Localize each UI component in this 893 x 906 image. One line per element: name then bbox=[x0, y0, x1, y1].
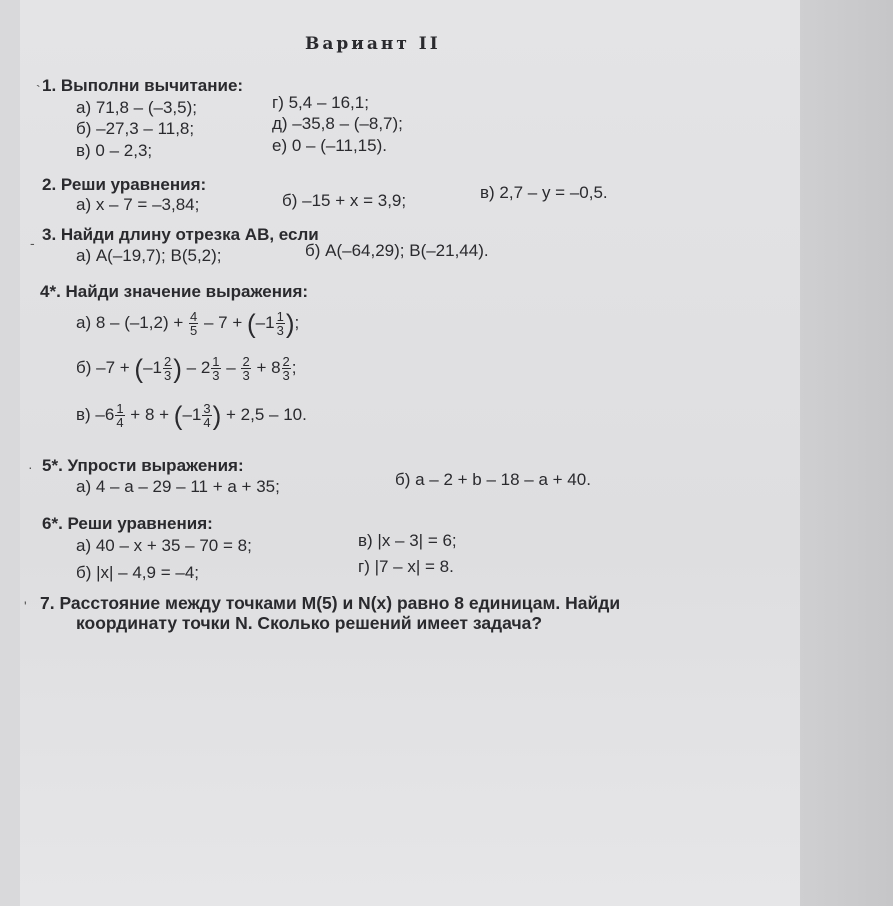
margin-mark: ` bbox=[36, 82, 41, 98]
q2-header: 2. Реши уравнения: bbox=[42, 175, 207, 194]
q6-item-g: г) |7 – х| = 8. bbox=[358, 557, 454, 576]
numerator: 4 bbox=[190, 309, 198, 324]
whole-part: –1 bbox=[182, 404, 202, 424]
numerator: 1 bbox=[276, 309, 284, 324]
whole-part: –1 bbox=[255, 312, 275, 332]
q7-line2: координату точки N. Сколько решений имеет задача? bbox=[76, 613, 543, 633]
q3-item-a: а) А(–19,7); В(5,2); bbox=[76, 246, 222, 265]
numerator: 1 bbox=[116, 401, 124, 416]
fraction bbox=[163, 355, 172, 382]
expr-part: + 8 + bbox=[130, 404, 170, 424]
background-right bbox=[800, 0, 893, 906]
q5-header: 5*. Упрости выражения: bbox=[42, 456, 244, 475]
variant-title: Вариант II bbox=[305, 34, 441, 54]
expr-part: а) 8 – (–1,2) + bbox=[76, 312, 184, 332]
q1-header: 1. Выполни вычитание: bbox=[42, 76, 244, 95]
fraction bbox=[211, 355, 220, 382]
expr-part: ; bbox=[291, 357, 297, 377]
q6-item-v: в) |х – 3| = 6; bbox=[358, 531, 457, 550]
denominator: 4 bbox=[116, 415, 124, 430]
q4-item-a: а) 8 – (–1,2) + $\frac{4}{5}$ – 7 + (–1 $\frac{1}{3}$ ); bbox=[76, 308, 300, 339]
q1-item-g: г) 5,4 – 16,1; bbox=[272, 93, 369, 112]
q7-line1: 7. Расстояние между точками М(5) и N(х) равно 8 единицам. Найди bbox=[40, 593, 621, 613]
q3-item-b: б) А(–64,29); В(–21,44). bbox=[305, 241, 489, 260]
expr-part: + 2,5 – 10. bbox=[226, 404, 307, 424]
numerator: 3 bbox=[203, 401, 211, 416]
q1-item-v: в) 0 – 2,3; bbox=[76, 141, 153, 160]
fraction bbox=[241, 355, 250, 382]
expr-part: – 7 + bbox=[203, 312, 243, 332]
q5-item-b: б) а – 2 + b – 18 – а + 40. bbox=[395, 470, 591, 489]
expr-part: + 8 bbox=[256, 357, 281, 377]
numerator: 1 bbox=[212, 354, 220, 369]
numerator: 2 bbox=[164, 354, 172, 369]
fraction bbox=[115, 402, 124, 429]
q6-item-a: а) 40 – х + 35 – 70 = 8; bbox=[76, 536, 252, 555]
numerator: 2 bbox=[282, 354, 290, 369]
expr-part: б) –7 + bbox=[76, 357, 130, 377]
expr-part: ; bbox=[294, 312, 300, 332]
fraction bbox=[276, 310, 285, 337]
q1-item-e: е) 0 – (–11,15). bbox=[272, 136, 387, 155]
q4-header: 4*. Найди значение выражения: bbox=[40, 282, 309, 301]
margin-mark: - bbox=[30, 235, 35, 251]
q1-item-a: а) 71,8 – (–3,5); bbox=[76, 98, 197, 117]
numerator: 2 bbox=[242, 354, 250, 369]
expr-part: – bbox=[226, 357, 236, 377]
denominator: 3 bbox=[164, 368, 172, 383]
fraction bbox=[282, 355, 291, 382]
fraction bbox=[189, 310, 198, 337]
expr-part: – 2 bbox=[186, 357, 211, 377]
q5-item-a: а) 4 – а – 29 – 11 + а + 35; bbox=[76, 477, 280, 496]
denominator: 3 bbox=[276, 323, 284, 338]
denominator: 5 bbox=[190, 323, 198, 338]
q2-item-b: б) –15 + х = 3,9; bbox=[282, 191, 407, 210]
q4-item-b: б) –7 + (–1 $\frac{2}{3}$ ) – 2 $\frac{1}{3}$ – $\frac{2}{3}$ + 8 $\frac{2}{3}$ ; bbox=[76, 353, 297, 384]
q1-item-d: д) –35,8 – (–8,7); bbox=[272, 114, 403, 133]
q3-header: 3. Найди длину отрезка АВ, если bbox=[42, 225, 319, 244]
denominator: 3 bbox=[282, 368, 290, 383]
denominator: 3 bbox=[212, 368, 220, 383]
q2-item-a: а) х – 7 = –3,84; bbox=[76, 195, 200, 214]
q1-item-b: б) –27,3 – 11,8; bbox=[76, 119, 195, 138]
denominator: 4 bbox=[203, 415, 211, 430]
fraction bbox=[202, 402, 211, 429]
margin-mark: ' bbox=[24, 598, 27, 614]
denominator: 3 bbox=[242, 368, 250, 383]
margin-mark: · bbox=[28, 459, 33, 475]
q6-item-b: б) |х| – 4,9 = –4; bbox=[76, 563, 199, 582]
q6-header: 6*. Реши уравнения: bbox=[42, 514, 213, 533]
whole-part: –1 bbox=[143, 357, 163, 377]
q4-item-v: в) –6 $\frac{1}{4}$ + 8 + (–1 $\frac{3}{4}$ ) + 2,5 – 10. bbox=[76, 400, 307, 431]
expr-part: в) –6 bbox=[76, 404, 115, 424]
q2-item-v: в) 2,7 – у = –0,5. bbox=[480, 183, 608, 202]
